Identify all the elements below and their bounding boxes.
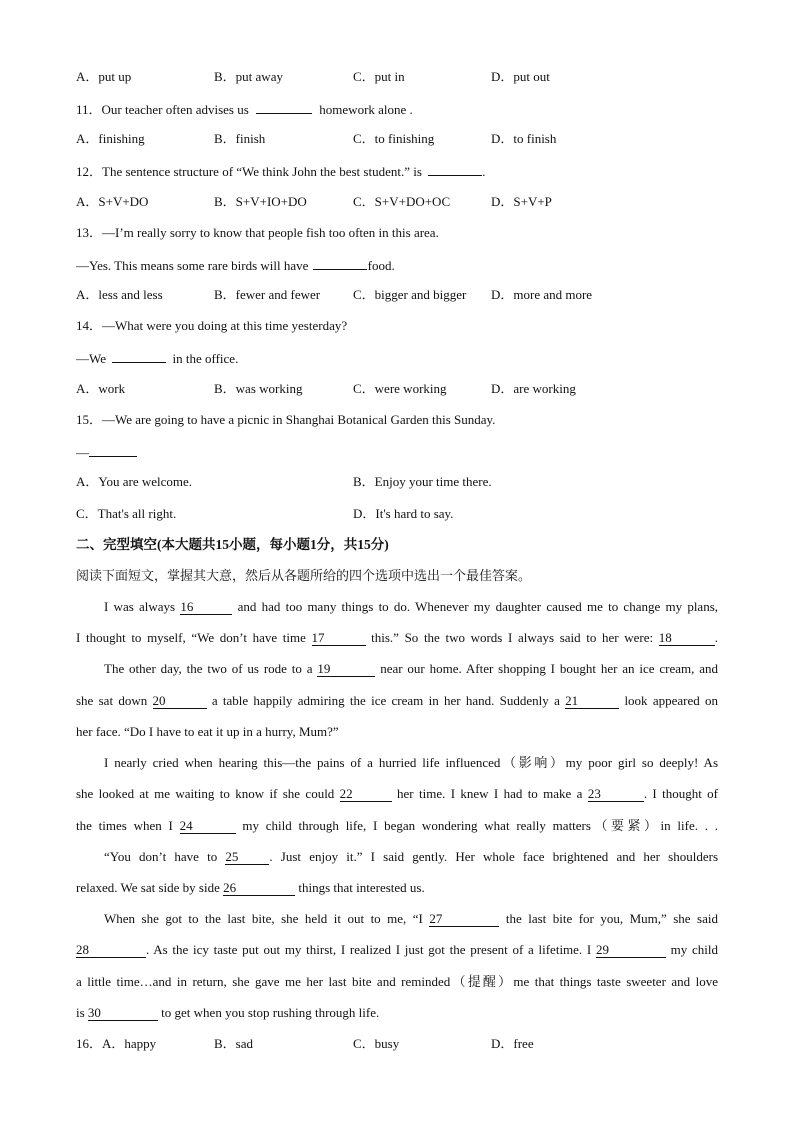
q12-blank[interactable]	[428, 162, 482, 176]
q15-stem-2-text: —	[76, 445, 89, 460]
blank-18[interactable]: 18	[659, 631, 715, 646]
q15-option-a[interactable]: A．You are welcome.	[76, 474, 193, 489]
passage-text: a little time…and in return, she gave me her last bite and reminded（提醒）me that things taste sweeter and love	[76, 974, 718, 989]
passage-paragraph-3	[76, 755, 718, 834]
q11-stem-text-end: homework alone .	[319, 102, 413, 117]
q10-option-b[interactable]: B．put away	[214, 69, 283, 84]
blank-16[interactable]: 16	[180, 600, 232, 615]
passage-text: .	[714, 630, 719, 645]
blank-24[interactable]: 24	[180, 819, 236, 834]
q15-option-b[interactable]: B．Enjoy your time there.	[353, 474, 492, 489]
passage-text: to get when you stop rushing through life.	[161, 1005, 380, 1020]
q13-option-c[interactable]: C．bigger and bigger	[353, 287, 467, 302]
blank-21[interactable]: 21	[565, 694, 619, 709]
q11-blank[interactable]	[256, 100, 312, 114]
q14-stem-1: 14．—What were you doing at this time yesterday?	[76, 318, 348, 333]
passage-text: I thought to myself, “We don’t have time	[76, 630, 306, 645]
passage-text: things that interested us.	[298, 880, 425, 895]
passage-text: . Just enjoy it.” I said gently. Her whole face brightened and her shoulders	[269, 849, 719, 864]
q14-option-b[interactable]: B．was working	[214, 381, 303, 396]
passage-text: her face. “Do I have to eat it up in a hurry, Mum?”	[76, 724, 339, 739]
passage-text: The other day, the two of us rode to a	[104, 661, 313, 676]
q15-option-c[interactable]: C．That's all right.	[76, 506, 177, 521]
passage-text: the times when I	[76, 818, 173, 833]
blank-20[interactable]: 20	[153, 694, 207, 709]
passage-text: her time. I knew I had to make a	[397, 786, 583, 801]
q13-option-d[interactable]: D．more and more	[491, 287, 593, 302]
q13-stem-2-text: —Yes. This means some rare birds will have	[76, 258, 309, 273]
q12-stem-text-end: .	[482, 164, 486, 179]
section-title: 二、完型填空(本大题共15小题，每小题1分，共15分)	[76, 537, 389, 552]
q14-stem-2	[76, 349, 238, 367]
passage-text: she looked at me waiting to know if she could	[76, 786, 335, 801]
passage-text: near our home. After shopping I bought her an ice cream, and	[380, 661, 719, 676]
q16-option-d[interactable]: D．free	[491, 1036, 534, 1051]
blank-28[interactable]: 28	[76, 943, 146, 958]
passage-text: I was always	[104, 599, 176, 614]
passage-text: my child through life, I began wondering what really matters（要紧）in life. . .	[242, 818, 718, 833]
q13-stem-1: 13．—I’m really sorry to know that people fish too often in this area.	[76, 225, 439, 240]
q13-option-a[interactable]: A．less and less	[76, 287, 163, 302]
q12-stem	[76, 162, 485, 180]
blank-23[interactable]: 23	[588, 787, 644, 802]
blank-29[interactable]: 29	[596, 943, 666, 958]
q14-blank[interactable]	[112, 349, 166, 363]
blank-27[interactable]: 27	[429, 912, 499, 927]
section-instruction: 阅读下面短文，掌握其大意，然后从各题所给的四个选项中选出一个最佳答案。	[76, 568, 532, 583]
q11-stem-text: 11．Our teacher often advises us	[76, 102, 249, 117]
q15-stem-2	[76, 443, 137, 461]
q12-option-a[interactable]: A．S+V+DO	[76, 194, 149, 209]
q14-option-a[interactable]: A．work	[76, 381, 126, 396]
passage-text: my child	[670, 942, 718, 957]
passage-text: relaxed. We sat side by side	[76, 880, 220, 895]
q13-option-b[interactable]: B．fewer and fewer	[214, 287, 321, 302]
q14-option-d[interactable]: D．are working	[491, 381, 576, 396]
q15-blank[interactable]	[89, 443, 137, 457]
passage-text: the last bite for you, Mum,” she said	[505, 911, 718, 926]
passage-text: When she got to the last bite, she held it out to me, “I	[104, 911, 423, 926]
passage-text: . As the icy taste put out my thirst, I realized I just got the present of a lifetime. I	[146, 942, 592, 957]
passage-text: a table happily admiring the ice cream in her hand. Suddenly a	[211, 693, 560, 708]
q14-stem-2-end: in the office.	[172, 351, 239, 366]
q12-option-d[interactable]: D．S+V+P	[491, 194, 552, 209]
q14-option-c[interactable]: C．were working	[353, 381, 447, 396]
q16-option-b[interactable]: B．sad	[214, 1036, 254, 1051]
q10-option-a[interactable]: A．put up	[76, 69, 132, 84]
blank-22[interactable]: 22	[340, 787, 392, 802]
q13-blank[interactable]	[313, 256, 367, 270]
blank-26[interactable]: 26	[223, 881, 295, 896]
passage-text: this.” So the two words I always said to her were:	[371, 630, 654, 645]
q16-option-a[interactable]: 16．A．happy	[76, 1036, 157, 1051]
q13-stem-2	[76, 256, 395, 274]
passage-text: “You don’t have to	[104, 849, 218, 864]
passage-paragraph-5	[76, 911, 718, 1021]
passage-text: look appeared on	[624, 693, 719, 708]
q11-option-a[interactable]: A．finishing	[76, 131, 145, 146]
q11-option-c[interactable]: C．to finishing	[353, 131, 435, 146]
q12-option-c[interactable]: C．S+V+DO+OC	[353, 194, 451, 209]
passage-paragraph-2	[76, 661, 718, 740]
q10-option-d[interactable]: D．put out	[491, 69, 550, 84]
passage-text: . I thought of	[643, 786, 719, 801]
q11-option-d[interactable]: D．to finish	[491, 131, 557, 146]
blank-30[interactable]: 30	[88, 1006, 158, 1021]
q12-stem-text: 12．The sentence structure of “We think John the best student.” is	[76, 164, 422, 179]
passage-text: she sat down	[76, 693, 148, 708]
passage-paragraph-4	[76, 849, 718, 896]
q16-option-c[interactable]: C．busy	[353, 1036, 400, 1051]
q14-stem-2-text: —We	[76, 351, 106, 366]
q12-option-b[interactable]: B．S+V+IO+DO	[214, 194, 307, 209]
q11-option-b[interactable]: B．finish	[214, 131, 266, 146]
passage-text: I nearly cried when hearing this—the pains of a hurried life influenced（影响）my poor girl so deeply! As	[104, 755, 718, 770]
q11-stem	[76, 100, 413, 118]
passage-paragraph-1	[76, 599, 718, 646]
passage-text: is	[76, 1005, 85, 1020]
q13-stem-2-end: food.	[367, 258, 395, 273]
blank-19[interactable]: 19	[317, 662, 375, 677]
q15-option-d[interactable]: D．It's hard to say.	[353, 506, 454, 521]
q15-stem-1: 15．—We are going to have a picnic in Shanghai Botanical Garden this Sunday.	[76, 412, 496, 427]
blank-17[interactable]: 17	[312, 631, 366, 646]
q10-option-c[interactable]: C．put in	[353, 69, 405, 84]
blank-25[interactable]: 25	[225, 850, 269, 865]
passage-text: and had too many things to do. Whenever my daughter caused me to change my plans,	[237, 599, 719, 614]
